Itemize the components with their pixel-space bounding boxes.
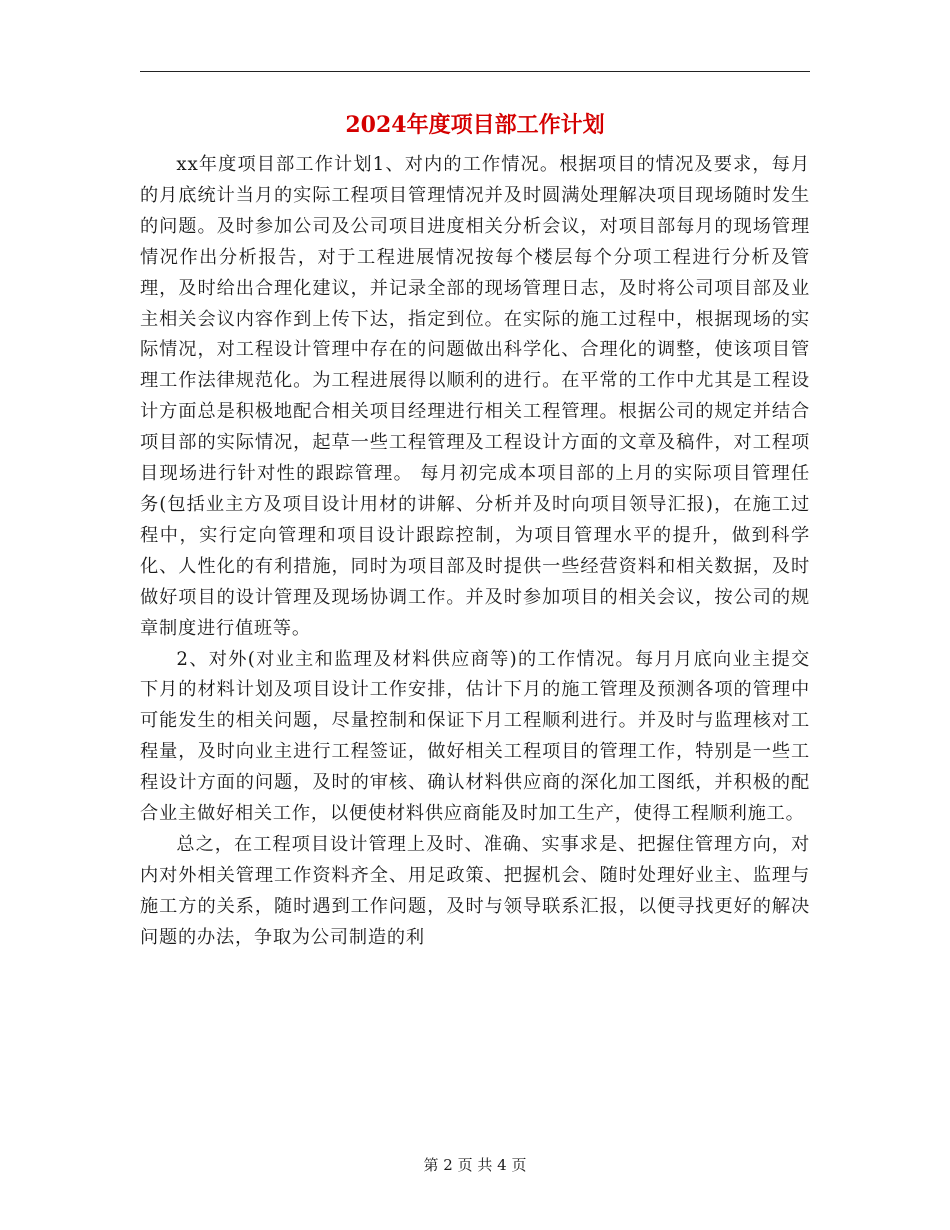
page-number-footer: 第 2 页 共 4 页	[423, 1156, 527, 1174]
header-rule	[140, 71, 810, 72]
document-title: 2024年度项目部工作计划	[345, 112, 605, 138]
document-body	[140, 150, 810, 954]
paragraph-1: xx年度项目部工作计划1、对内的工作情况。根据项目的情况及要求，每月的月底统计当月的实际工程项目管理情况并及时圆满处理解决项目现场随时发生的问题。及时参加公司及公司项目进度相关分析会议，对项目部每月的现场管理情况作出分析报告，对于工程进展情况按每个楼层每个分项工程进行分析及管理，及时给出合理化建议，并记录全部的现场管理日志，及时将公司项目部及业主相关会议内容作到上传下达，指定到位。在实际的施工过程中，根据现场的实际情况，对工程设计管理中存在的问题做出科学化、合理化的调整，使该项目管理工作法律规范化。为工程进展得以顺利的进行。在平常的工作中尤其是工程设计方面总是积极地配合相关项目经理进行相关工程管理。根据公司的规定并结合项目部的实际情况，起草一些工程管理及工程设计方面的文章及稿件，对工程项目现场进行针对性的跟踪管理。 每月初完成本项目部的上月的实际项目管理任务(包括业主方及项目设计用材的讲解、分析并及时向项目领导汇报)，在施工过程中，实行定向管理和项目设计跟踪控制，为项目管理水平的提升，做到科学化、人性化的有利措施，同时为项目部及时提供一些经营资料和相关数据，及时做好项目的设计管理及现场协调工作。并及时参加项目的相关会议，按公司的规章制度进行值班等。	[140, 154, 810, 639]
paragraph-2: 2、对外(对业主和监理及材料供应商等)的工作情况。每月月底向业主提交下月的材料计划及项目设计工作安排，估计下月的施工管理及预测各项的管理中可能发生的相关问题，尽量控制和保证下月工程顺利进行。并及时与监理核对工程量，及时向业主进行工程签证，做好相关工程项目的管理工作，特别是一些工程设计方面的问题，及时的审核、确认材料供应商的深化加工图纸，并积极的配合业主做好相关工作，以便使材料供应商能及时加工生产，使得工程顺利施工。	[140, 648, 810, 825]
paragraph-3: 总之，在工程项目设计管理上及时、准确、实事求是、把握住管理方向，对内对外相关管理工作资料齐全、用足政策、把握机会、随时处理好业主、监理与施工方的关系，随时遇到工作问题，及时与领导联系汇报，以便寻找更好的解决问题的办法，争取为公司制造的利	[140, 833, 810, 948]
